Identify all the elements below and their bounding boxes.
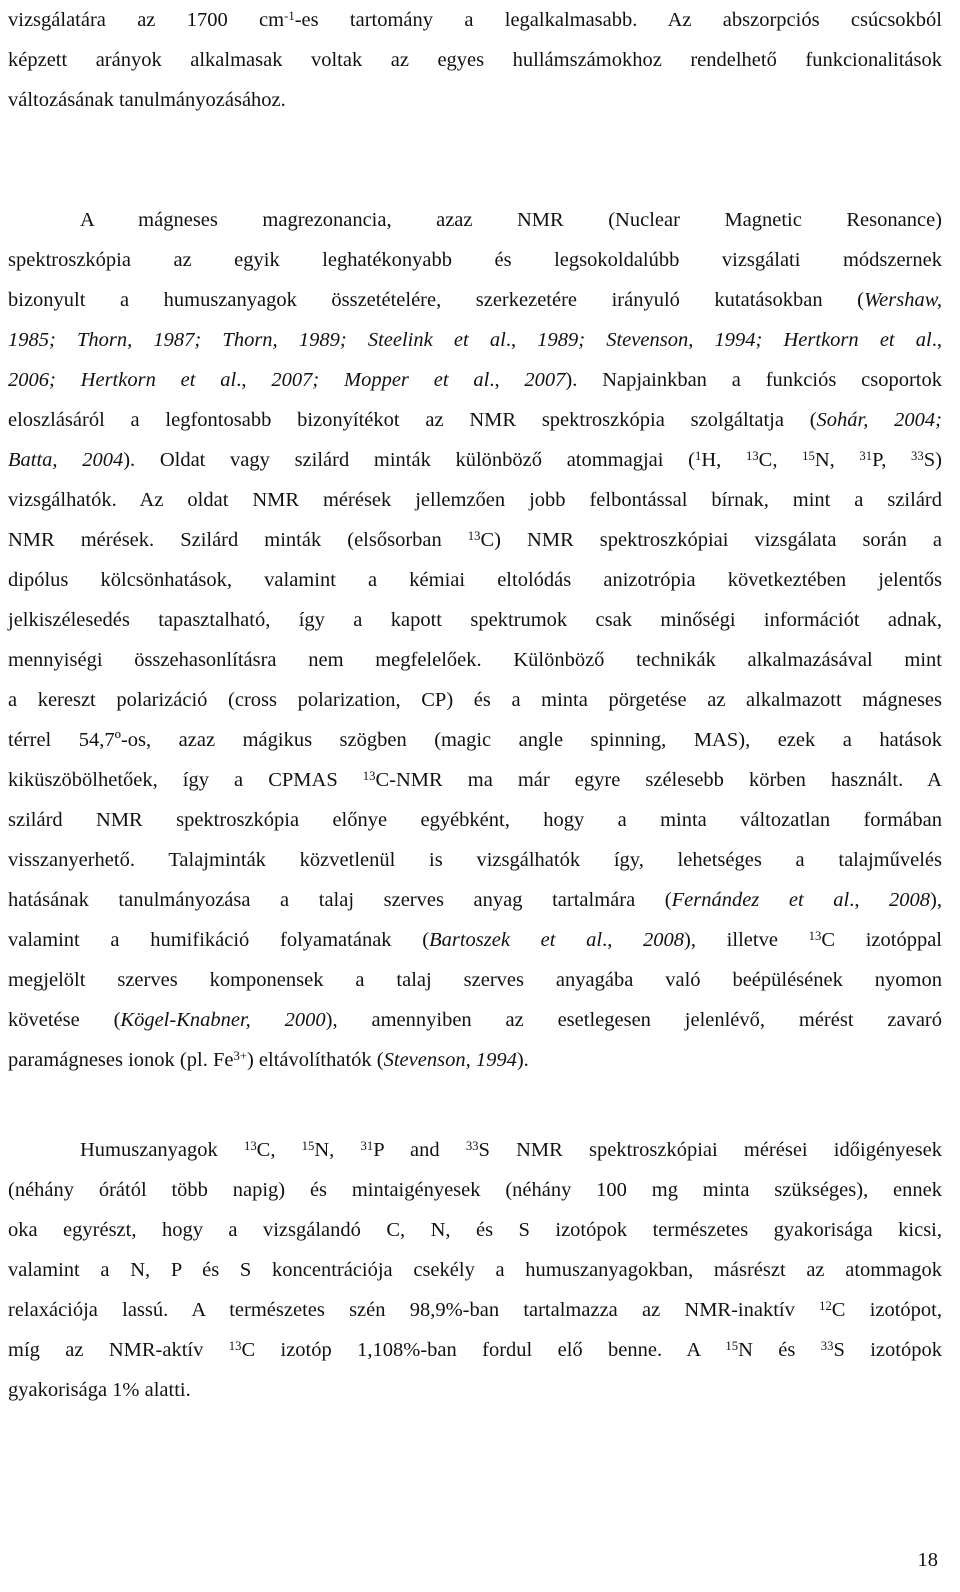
paragraph-1 (8, 0, 942, 120)
superscript: 1 (694, 448, 702, 463)
body-text: H, (701, 449, 746, 471)
body-text: N, (314, 1139, 361, 1161)
body-text: ). Oldat vagy szilárd minták különböző atommagjai ( (123, 449, 695, 471)
superscript: 31 (360, 1138, 374, 1153)
text-line (8, 1170, 942, 1210)
body-text: ., (489, 369, 525, 391)
superscript: 15 (725, 1338, 739, 1353)
text-line (8, 1210, 942, 1250)
text-line (8, 1330, 942, 1370)
body-text: kiküszöbölhetőek, így a CPMAS (8, 769, 363, 791)
body-text: N, (814, 449, 860, 471)
body-text: a kereszt polarizáció (cross polarization, CP) és a minta pörgetése az alkalmazott mágneses (8, 689, 942, 711)
superscript: 33 (820, 1338, 834, 1353)
text-line (8, 840, 942, 880)
body-text: S) (923, 449, 942, 471)
citation-text: Wershaw, (863, 289, 942, 311)
body-text: S izotópok (833, 1339, 942, 1361)
body-text: változásának tanulmányozásához. (8, 89, 286, 111)
body-text: térrel 54,7º-os, azaz mágikus szögben (magic angle spinning, MAS), ezek a hatások (8, 729, 942, 751)
superscript: -1 (284, 8, 295, 23)
text-line (8, 640, 942, 680)
superscript: 31 (859, 448, 873, 463)
superscript: 13 (745, 448, 759, 463)
body-text: ., (236, 369, 272, 391)
text-line (8, 360, 942, 400)
body-text: ), illetve (684, 929, 809, 951)
text-line (8, 520, 942, 560)
body-text: (néhány órától több napig) és mintaigényesek (néhány 100 mg minta szükséges), ennek (8, 1179, 942, 1201)
text-line (8, 880, 942, 920)
text-line (8, 400, 942, 440)
citation-text: 1985; Thorn, 1987; Thorn, 1989; Steelink et al (8, 329, 506, 351)
superscript: 13 (808, 928, 822, 943)
text-line (8, 800, 942, 840)
body-text: paramágneses ionok (pl. Fe (8, 1049, 234, 1071)
text-line (8, 1250, 942, 1290)
body-text: bizonyult a humuszanyagok összetételére, szerkezetére irányuló kutatásokban ( (8, 289, 864, 311)
body-text: ., (602, 929, 644, 951)
text-line (8, 1370, 942, 1410)
body-text: jelkiszélesedés tapasztalható, így a kapott spektrumok csak minőségi információt adnak, (8, 609, 942, 631)
text-line (8, 960, 942, 1000)
citation-text: Bartoszek et al (429, 929, 603, 951)
citation-text: Fernández et al (671, 889, 850, 911)
superscript: 15 (802, 448, 815, 463)
body-text: vizsgálatára az 1700 cm (8, 9, 285, 31)
citation-text: Stevenson, 1994 (383, 1049, 517, 1071)
body-text: valamint a N, P és S koncentrációja csekély a humuszanyagokban, másrészt az atommagok (8, 1259, 942, 1281)
body-text: hatásának tanulmányozása a talaj szerves anyag tartalmára ( (8, 889, 672, 911)
body-text: míg az NMR-aktív (8, 1339, 229, 1361)
body-text: ). Napjainkban a funkciós csoportok (565, 369, 942, 391)
citation-text: Sohár, 2004; (816, 409, 942, 431)
superscript: 15 (301, 1138, 315, 1153)
body-text: S NMR spektroszkópiai mérései időigényesek (478, 1139, 942, 1161)
body-text: ). (516, 1049, 529, 1071)
body-text: C, (758, 449, 803, 471)
body-text: C) NMR spektroszkópiai vizsgálata során a (480, 529, 942, 551)
text-line (8, 1290, 942, 1330)
body-text: ., (505, 329, 538, 351)
paragraph-3 (8, 1130, 942, 1410)
text-line (8, 280, 942, 320)
text-line (8, 40, 942, 80)
body-text: megjelölt szerves komponensek a talaj szerves anyagába való beépülésének nyomon (8, 969, 942, 991)
body-text: ), amennyiben az esetlegesen jelenlévő, mérést zavaró (325, 1009, 943, 1031)
citation-text: 2008 (643, 929, 685, 951)
text-line (8, 200, 942, 240)
text-line (8, 1040, 942, 1080)
citation-text: 2007 (524, 369, 566, 391)
body-text: -es tartomány a legalkalmasabb. Az abszorpciós csúcsokból (294, 9, 942, 31)
body-text: ), (930, 889, 942, 911)
superscript: 13 (243, 1138, 257, 1153)
page-number: 18 (917, 1549, 938, 1571)
citation-text: Batta, 2004 (8, 449, 124, 471)
text-line (8, 680, 942, 720)
body-text: dipólus kölcsönhatások, valamint a kémiai eltolódás anizotrópia következtében jelentős (8, 569, 942, 591)
body-text: NMR mérések. Szilárd minták (elsősorban (8, 529, 468, 551)
body-text: mennyiségi összehasonlításra nem megfelelőek. Különböző technikák alkalmazásával mint (8, 649, 942, 671)
body-text: Humuszanyagok (80, 1139, 244, 1161)
text-line (8, 0, 942, 40)
text-line (8, 920, 942, 960)
text-line (8, 1130, 942, 1170)
body-text: P and (373, 1139, 466, 1161)
citation-text: 2008 (889, 889, 931, 911)
superscript: 13 (467, 528, 481, 543)
text-line (8, 440, 942, 480)
body-text: C izotópot, (831, 1299, 943, 1321)
citation-text: Kögel-Knabner, 2000 (120, 1009, 326, 1031)
superscript: 12 (819, 1298, 832, 1313)
text-line (8, 320, 942, 360)
body-text: ) eltávolíthatók ( (246, 1049, 384, 1071)
superscript: 3+ (233, 1048, 247, 1063)
body-text: képzett arányok alkalmasak voltak az egyes hullámszámokhoz rendelhető funkcionalitások (8, 49, 942, 71)
paragraph-2 (8, 200, 942, 1080)
body-text: eloszlásáról a legfontosabb bizonyítékot az NMR spektroszkópia szolgáltatja ( (8, 409, 817, 431)
body-text: szilárd NMR spektroszkópia előnye egyébként, hogy a minta változatlan formában (8, 809, 942, 831)
body-text: oka egyrészt, hogy a vizsgálandó C, N, és S izotópok természetes gyakorisága kicsi, (8, 1219, 942, 1241)
superscript: 33 (911, 448, 924, 463)
body-text: spektroszkópia az egyik leghatékonyabb és legsokoldalúbb vizsgálati módszernek (8, 249, 942, 271)
superscript: 13 (228, 1338, 242, 1353)
text-line (8, 1000, 942, 1040)
superscript: 33 (465, 1138, 479, 1153)
body-text: követése ( (8, 1009, 121, 1031)
citation-text: 2006; Hertkorn et al (8, 369, 237, 391)
text-line (8, 720, 942, 760)
body-text: relaxációja lassú. A természetes szén 98,9%-ban tartalmazza az NMR-inaktív (8, 1299, 820, 1321)
body-text: C-NMR ma már egyre szélesebb körben használt. A (375, 769, 942, 791)
body-text: N és (738, 1339, 821, 1361)
body-text: P, (872, 449, 912, 471)
body-text: gyakorisága 1% alatti. (8, 1379, 191, 1401)
body-text: ., (931, 329, 942, 351)
text-line (8, 560, 942, 600)
body-text: valamint a humifikáció folyamatának ( (8, 929, 430, 951)
text-line (8, 80, 942, 120)
body-text: vizsgálhatók. Az oldat NMR mérések jellemzően jobb felbontással bírnak, mint a szilárd (8, 489, 942, 511)
text-line (8, 240, 942, 280)
text-line (8, 760, 942, 800)
text-line (8, 480, 942, 520)
body-text: C izotóppal (821, 929, 942, 951)
body-text: C izotóp 1,108%-ban fordul elő benne. A (241, 1339, 726, 1361)
superscript: 13 (362, 768, 376, 783)
body-text: C, (256, 1139, 302, 1161)
text-line (8, 600, 942, 640)
body-text: A mágneses magrezonancia, azaz NMR (Nuclear Magnetic Resonance) (80, 209, 942, 231)
citation-text: 1989; Stevenson, 1994; Hertkorn et al (537, 329, 932, 351)
body-text: visszanyerhető. Talajminták közvetlenül is vizsgálhatók így, lehetséges a talajművelés (8, 849, 942, 871)
citation-text: 2007; Mopper et al (271, 369, 490, 391)
body-text: ., (849, 889, 890, 911)
